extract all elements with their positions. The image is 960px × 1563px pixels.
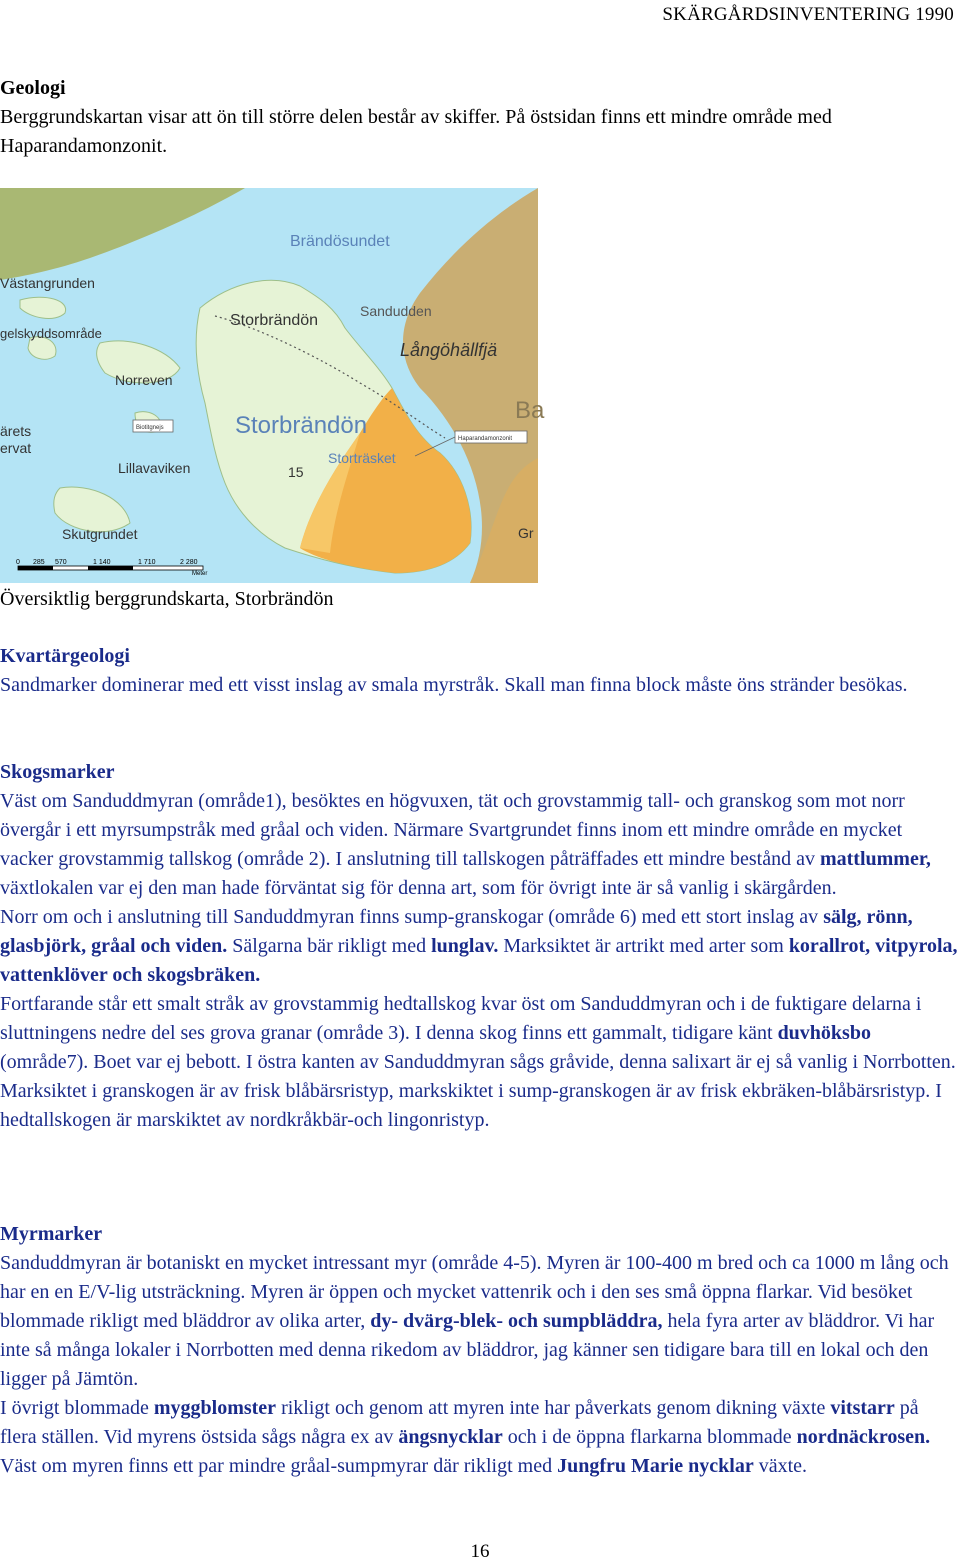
kvartar-text: Sandmarker dominerar med ett visst inslag av smala myrstråk. Skall man finna block måste öns stränder besökas. — [0, 674, 908, 696]
bedrock-map — [0, 188, 545, 583]
map-label-15: 15 — [288, 464, 304, 480]
map-scale-1140: 1 140 — [93, 559, 111, 566]
map-label-gelskydd: gelskyddsområde — [0, 326, 102, 341]
map-label-skutgrundet: Skutgrundet — [62, 526, 138, 542]
map-label-ba: Ba — [515, 397, 545, 424]
species-vitstarr: vitstarr — [830, 1397, 895, 1419]
species-mattlummer: mattlummer, — [819, 848, 931, 870]
map-svg — [0, 188, 545, 583]
running-header: SKÄRGÅRDSINVENTERING 1990 — [662, 4, 954, 25]
species-duvhoksbo: duvhöksbo — [777, 1022, 871, 1044]
map-label-norreven: Norreven — [115, 372, 173, 388]
section-kvartar — [0, 642, 958, 700]
myr-paragraph-1: Sanduddmyran är botaniskt en mycket intressant myr (område 4-5). Myren är 100-400 m bred och ca 1000 m lång och har en en E/V-lig utsträckning. Myren är öppen och mycket vattenrik och i den ses små öppna flarkar. Vid besöket blommade rikligt med bläddror av olika arter, dy- dvärg-blek- och sumpbläddra, hela fyra arter av bläddror. Vi har inte så många lokaler i Norrbotten med denna rikedom av bläddror, jag känner sen tidigare bara till en lokal och den ligger på Jämtön. — [0, 1252, 949, 1390]
species-list-2: korallrot, vitpyrola, vattenklöver och skogsbräken. — [0, 935, 958, 986]
section-geologi — [0, 74, 958, 161]
map-label-lillavaviken: Lillavaviken — [118, 460, 191, 476]
species-jungfru-marie: Jungfru Marie nycklar — [557, 1455, 754, 1477]
map-scale-285: 285 — [33, 559, 45, 566]
heading-myr: Myrmarker — [0, 1223, 103, 1245]
page-number: 16 — [470, 1541, 490, 1562]
species-list-1: sälg, rönn, glasbjörk, gråal och viden. — [0, 906, 913, 957]
section-skog — [0, 758, 958, 1135]
heading-skog: Skogsmarker — [0, 761, 115, 783]
map-label-vastangrunden: Västangrunden — [0, 275, 95, 291]
map-scale-unit: Meter — [192, 571, 208, 577]
skog-paragraph-2: Norr om och i anslutning till Sanduddmyran finns sump-granskogar (område 6) med ett stort inslag av sälg, rönn, glasbjörk, gråal och viden. Sälgarna bär rikligt med lunglav. Marksiktet är artrikt med arter som korallrot, vitpyrola, vattenklöver och skogsbräken. — [0, 906, 958, 986]
map-label-storttrasket: Storträsket — [328, 450, 396, 466]
heading-geologi: Geologi — [0, 77, 66, 99]
map-label-arets: ärets — [0, 423, 32, 439]
map-label-storbrandon-small: Storbrändön — [230, 312, 319, 329]
map-scale-2280: 2 280 — [180, 559, 198, 566]
map-label-brandosundet: Brändösundet — [290, 233, 390, 250]
species-bladdror: dy- dvärg-blek- och sumpbläddra, — [370, 1310, 663, 1332]
map-label-hapa: Haparandamonzonit — [458, 436, 513, 442]
map-label-biotit: Biotitgnejs — [136, 425, 164, 431]
skog-paragraph-3: Fortfarande står ett smalt stråk av grovstammig hedtallskog kvar öst om Sanduddmyran och i de fuktigare delarna i sluttningens nedre del ses grova granar (område 3). I denna skog finns ett gammalt, tidigare känt duvhöksbo (område7). Boet var ej bebott. I östra kanten av Sanduddmyran sågs gråvide, denna salixart är ej så vanlig i Norrbotten. Marksiktet i granskogen är av frisk blåbärsristyp, markskiktet i sump-granskogen är av frisk ekbräken-blåbärsristyp. I hedtallskogen är marskiktet av nordkråkbär-och lingonristyp. — [0, 993, 956, 1131]
myr-paragraph-2: I övrigt blommade myggblomster rikligt och genom att myren inte har påverkats genom dikning växte vitstarr på flera ställen. Vid myrens östsida sågs några ex av ängsnycklar och i de öppna flarkarna blommade nordnäckrosen. Väst om myren finns ett par mindre gråal-sumpmyrar där rikligt med Jungfru Marie nycklar växte. — [0, 1397, 931, 1477]
map-label-storbrandon-large: Storbrändön — [235, 412, 368, 439]
skog-paragraph-1: Väst om Sanduddmyran (område1), besöktes en högvuxen, tät och grovstammig tall- och granskog som mot norr övergår i ett myrsumpstråk med gråal och viden. Närmare Svartgrundet finns inom ett mindre område en mycket vacker grovstammig tallskog (område 2). I anslutning till tallskogen påträffades ett mindre bestånd av mattlummer, växtlokalen var ej den man hade förväntat sig för denna art, som för övrigt inte är så vanlig i skärgården. — [0, 790, 931, 899]
map-label-sandudden: Sandudden — [360, 303, 432, 319]
map-scale-1710: 1 710 — [138, 559, 156, 566]
species-angsnycklar: ängsnycklar — [398, 1426, 503, 1448]
map-scale-0: 0 — [16, 559, 20, 566]
species-nordnackrosen: nordnäckrosen. — [796, 1426, 931, 1448]
map-label-gr: Gr — [518, 525, 534, 541]
map-label-ervat: ervat — [0, 440, 32, 456]
species-lunglav: lunglav. — [431, 935, 499, 957]
geologi-text: Berggrundskartan visar att ön till större delen består av skiffer. På östsidan finns ett mindre område med Haparandamonzonit. — [0, 106, 832, 157]
map-label-langohallfja: Långöhällfjä — [400, 340, 498, 360]
map-caption: Översiktlig berggrundskarta, Storbrändön — [0, 588, 334, 610]
species-myggblomster: myggblomster — [153, 1397, 277, 1419]
section-myr — [0, 1220, 958, 1481]
heading-kvartar: Kvartärgeologi — [0, 645, 130, 667]
map-scale-570: 570 — [55, 559, 67, 566]
